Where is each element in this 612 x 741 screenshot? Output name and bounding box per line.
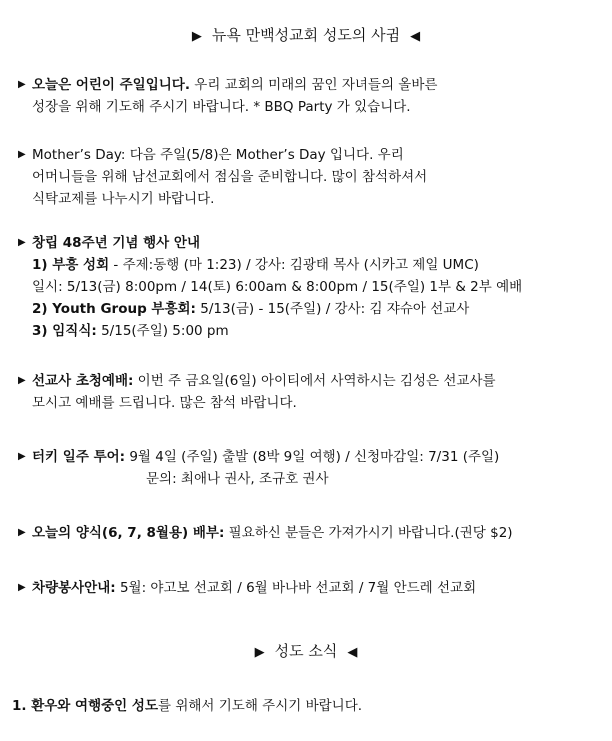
item-line: 문의: 최애나 권사, 조규호 권사	[146, 471, 329, 487]
item-line: 식탁교제를 나누시기 바랍니다.	[32, 191, 215, 207]
item-text: 9월 4일 (주일) 출발 (8박 9일 여행) / 신청마감일: 7/31 (주일)	[125, 449, 500, 465]
item-text: 필요하신 분들은 가져가시기 바랍니다.(권당 $2)	[224, 525, 513, 541]
left-arrow-icon: ◀	[347, 645, 358, 660]
item-text: 우리 교회의 미래의 꿈인 자녀들의 올바른	[189, 77, 438, 93]
news-item	[12, 694, 362, 714]
right-arrow-icon: ▶	[191, 29, 202, 44]
item-bold: 1) 부흥 성회	[32, 257, 110, 273]
item-bold: 3) 임직식:	[32, 323, 97, 339]
news-item-text: 를 위해서 기도해 주시기 바랍니다.	[158, 698, 363, 714]
item-text: 5/15(주일) 5:00 pm	[96, 323, 229, 339]
news-heading	[0, 640, 612, 661]
bullet-icon: ▶	[18, 149, 26, 160]
list-item	[18, 522, 608, 544]
list-item	[18, 144, 608, 210]
item-line: 모시고 예배를 드립니다. 많은 참석 바랍니다.	[32, 395, 297, 411]
list-item	[18, 370, 608, 414]
bullet-icon: ▶	[18, 451, 26, 462]
list-item	[18, 577, 608, 599]
item-bold: 오늘은 어린이 주일입니다.	[32, 77, 190, 93]
item-text: 5/13(금) - 15(주일) / 강사: 김 쟈슈아 선교사	[195, 301, 470, 317]
right-arrow-icon: ▶	[254, 645, 265, 660]
item-bold: 오늘의 양식(6, 7, 8월용) 배부:	[32, 525, 225, 541]
item-text: - 주제:동행 (마 1:23) / 강사: 김광태 목사 (시카고 제일 UMC)	[109, 257, 479, 273]
list-item	[18, 446, 608, 490]
left-arrow-icon: ◀	[410, 29, 421, 44]
item-title: 창립 48주년 기념 행사 안내	[32, 235, 200, 251]
item-line: 일시: 5/13(금) 8:00pm / 14(토) 6:00am & 8:00pm / 15(주일) 1부 & 2부 예배	[32, 279, 523, 295]
bullet-icon: ▶	[18, 237, 26, 248]
item-line: Mother’s Day: 다음 주일(5/8)은 Mother’s Day 입니다. 우리	[32, 147, 404, 163]
news-heading-text: 성도 소식	[274, 642, 338, 660]
bullet-icon: ▶	[18, 375, 26, 386]
item-bold: 터키 일주 투어:	[32, 449, 126, 465]
item-bold: 선교사 초청예배:	[32, 373, 134, 389]
item-text: 5월: 야고보 선교회 / 6월 바나바 선교회 / 7월 안드레 선교회	[115, 580, 477, 596]
item-bold: 차량봉사안내:	[32, 580, 116, 596]
bullet-icon: ▶	[18, 527, 26, 538]
list-item	[18, 232, 608, 342]
page-title-text: 뉴욕 만백성교회 성도의 사귐	[211, 26, 401, 44]
page-title	[0, 24, 612, 45]
item-bold: 2) Youth Group 부흥회:	[32, 301, 196, 317]
news-item-bold: 1. 환우와 여행중인 성도	[12, 698, 158, 714]
item-text: 이번 주 금요일(6일) 아이티에서 사역하시는 김성은 선교사를	[133, 373, 496, 389]
item-line: 성장을 위해 기도해 주시기 바랍니다. * BBQ Party 가 있습니다.	[32, 99, 411, 115]
item-line: 어머니들을 위해 남선교회에서 점심을 준비합니다. 많이 참석하셔서	[32, 169, 428, 185]
bullet-icon: ▶	[18, 582, 26, 593]
bullet-icon: ▶	[18, 79, 26, 90]
list-item	[18, 74, 608, 118]
